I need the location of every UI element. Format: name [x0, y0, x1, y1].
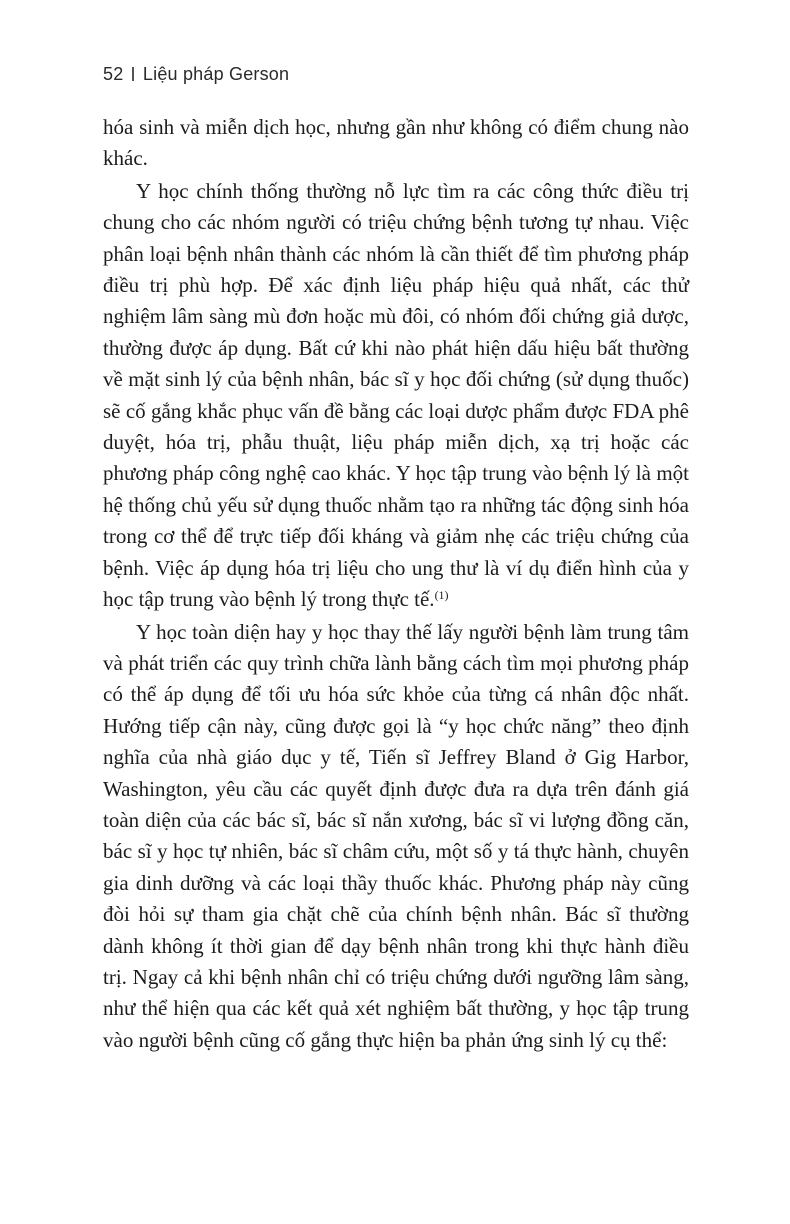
page-number: 52 — [103, 64, 124, 84]
paragraph-text: hóa sinh và miễn dịch học, nhưng gần như không có điểm chung nào khác. — [103, 115, 689, 171]
paragraph-conventional-medicine — [103, 176, 689, 616]
paragraph-continued — [103, 112, 689, 175]
header-divider — [132, 67, 134, 81]
footnote-reference[interactable]: (1) — [434, 588, 449, 603]
book-title: Liệu pháp Gerson — [142, 64, 290, 84]
paragraph-text: Y học toàn diện hay y học thay thế lấy người bệnh làm trung tâm và phát triển các quy trình chữa lành bằng cách tìm mọi phương pháp có thể áp dụng để tối ưu hóa sức khỏe của từng cá nhân độc nhất. Hướng tiếp cận này, cũng được gọi là “y học chức năng” theo định nghĩa của nhà giáo dục y tế, Tiến sĩ Jeffrey Bland ở Gig Harbor, Washington, yêu cầu các quyết định được đưa ra dựa trên đánh giá toàn diện của các bác sĩ, bác sĩ nắn xương, bác sĩ vi lượng đồng căn, bác sĩ y học tự nhiên, bác sĩ châm cứu, một số y tá thực hành, chuyên gia dinh dưỡng và các loại thầy thuốc khác. Phương pháp này cũng đòi hỏi sự tham gia chặt chẽ của chính bệnh nhân. Bác sĩ thường dành không ít thời gian để dạy bệnh nhân trong khi thực hành điều trị. Ngay cả khi bệnh nhân chỉ có triệu chứng dưới ngưỡng lâm sàng, như thể hiện qua các kết quả xét nghiệm bất thường, y học tập trung vào người bệnh cũng cố gắng thực hiện ba phản ứng sinh lý cụ thể: — [103, 619, 689, 1052]
paragraph-holistic-medicine — [103, 617, 689, 1057]
paragraph-text: Y học chính thống thường nỗ lực tìm ra các công thức điều trị chung cho các nhóm người có triệu chứng bệnh tương tự nhau. Việc phân loại bệnh nhân thành các nhóm là cần thiết để tìm phương pháp điều trị phù hợp. Để xác định liệu pháp hiệu quả nhất, các thử nghiệm lâm sàng mù đơn hoặc mù đôi, có nhóm đối chứng giả dược, thường được áp dụng. Bất cứ khi nào phát hiện dấu hiệu bất thường về mặt sinh lý của bệnh nhân, bác sĩ y học đối chứng (sử dụng thuốc) sẽ cố gắng khắc phục vấn đề bằng các loại dược phẩm được FDA phê duyệt, hóa trị, phẫu thuật, liệu pháp miễn dịch, xạ trị hoặc các phương pháp công nghệ cao khác. Y học tập trung vào bệnh lý là một hệ thống chủ yếu sử dụng thuốc nhằm tạo ra những tác động sinh hóa trong cơ thể để trực tiếp đối kháng và giảm nhẹ các triệu chứng của bệnh. Việc áp dụng hóa trị liệu cho ung thư là ví dụ điển hình của y học tập trung vào bệnh lý trong thực tế. — [103, 178, 689, 612]
running-header — [103, 64, 289, 85]
body-text — [103, 112, 689, 1057]
